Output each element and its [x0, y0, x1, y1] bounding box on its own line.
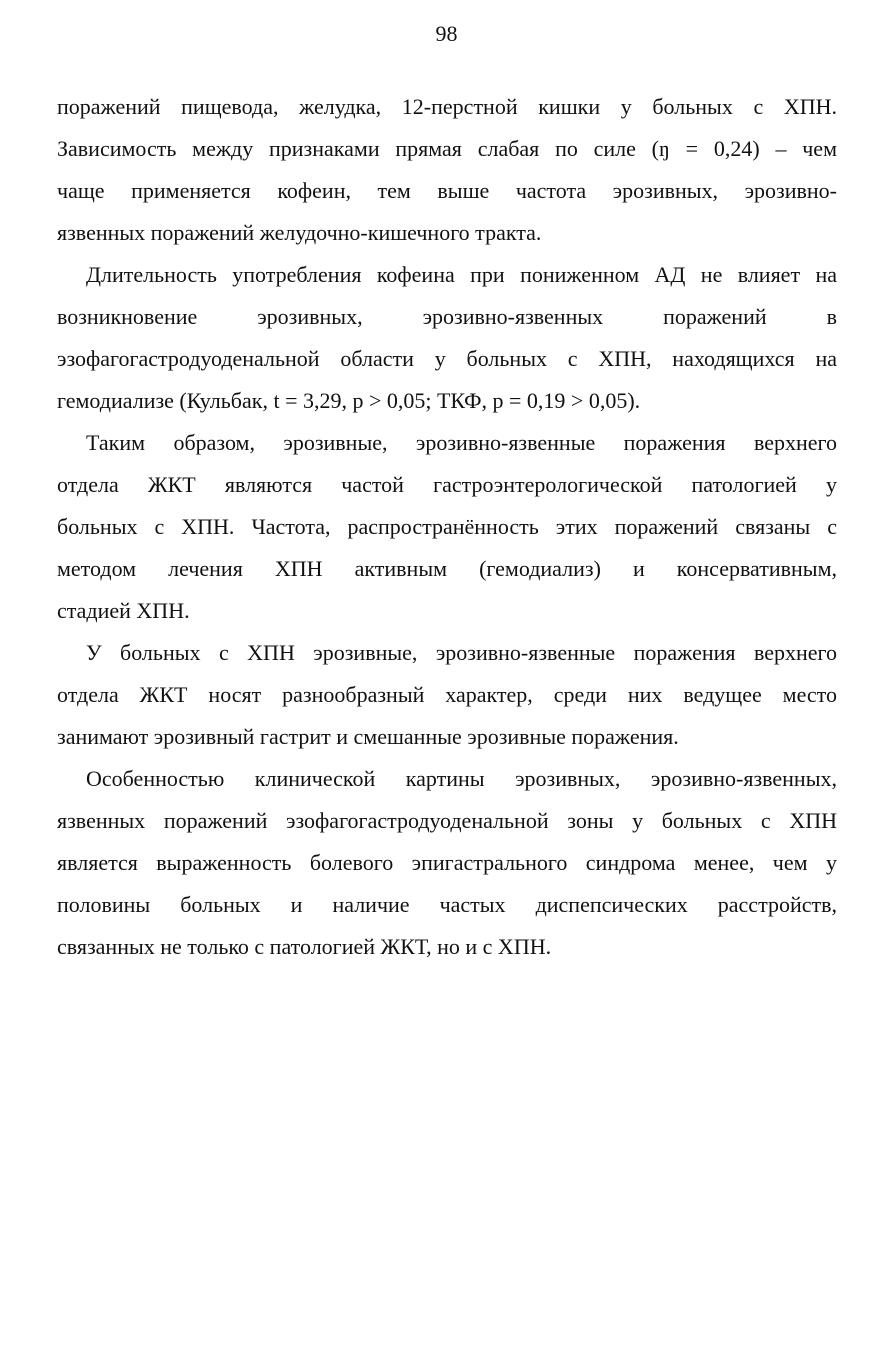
text-line: больных с ХПН. Частота, распространённость этих поражений связаны с — [57, 514, 837, 539]
body-text — [57, 86, 837, 968]
text-line: Длительность употребления кофеина при пониженном АД не влияет на — [86, 262, 837, 287]
page-number: 98 — [435, 21, 458, 46]
text-line: У больных с ХПН эрозивные, эрозивно-язвенные поражения верхнего — [86, 640, 837, 665]
text-line: половины больных и наличие частых диспепсических расстройств, — [57, 892, 837, 917]
text-line: чаще применяется кофеин, тем выше частота эрозивных, эрозивно- — [57, 178, 837, 203]
text-line: отдела ЖКТ носят разнообразный характер, среди них ведущее место — [57, 682, 837, 707]
text-line: Таким образом, эрозивные, эрозивно-язвенные поражения верхнего — [86, 430, 837, 455]
text-line: стадией ХПН. — [57, 598, 190, 623]
text-line: отдела ЖКТ являются частой гастроэнтерологической патологией у — [57, 472, 837, 497]
text-line: занимают эрозивный гастрит и смешанные эрозивные поражения. — [57, 724, 679, 749]
text-line: гемодиализе (Кульбак, t = 3,29, р > 0,05; ТКФ, р = 0,19 > 0,05). — [57, 388, 641, 413]
text-line: методом лечения ХПН активным (гемодиализ) и консервативным, — [57, 556, 837, 581]
paragraph — [57, 254, 837, 422]
paragraph — [57, 758, 837, 968]
text-line: является выраженность болевого эпигастрального синдрома менее, чем у — [57, 850, 837, 875]
text-line: возникновение эрозивных, эрозивно-язвенных поражений в — [57, 304, 837, 329]
text-line: Зависимость между признаками прямая слабая по силе (ŋ = 0,24) – чем — [57, 136, 837, 161]
text-line: поражений пищевода, желудка, 12-перстной кишки у больных с ХПН. — [57, 94, 837, 119]
text-line: язвенных поражений эзофагогастродуоденальной зоны у больных с ХПН — [57, 808, 837, 833]
text-line: эзофагогастродуоденальной области у больных с ХПН, находящихся на — [57, 346, 837, 371]
text-line: Особенностью клинической картины эрозивных, эрозивно-язвенных, — [86, 766, 837, 791]
text-line: связанных не только с патологией ЖКТ, но и с ХПН. — [57, 934, 552, 959]
paragraph — [57, 422, 837, 632]
paragraph — [57, 632, 837, 758]
text-line: язвенных поражений желудочно-кишечного тракта. — [57, 220, 542, 245]
paragraph — [57, 86, 837, 254]
